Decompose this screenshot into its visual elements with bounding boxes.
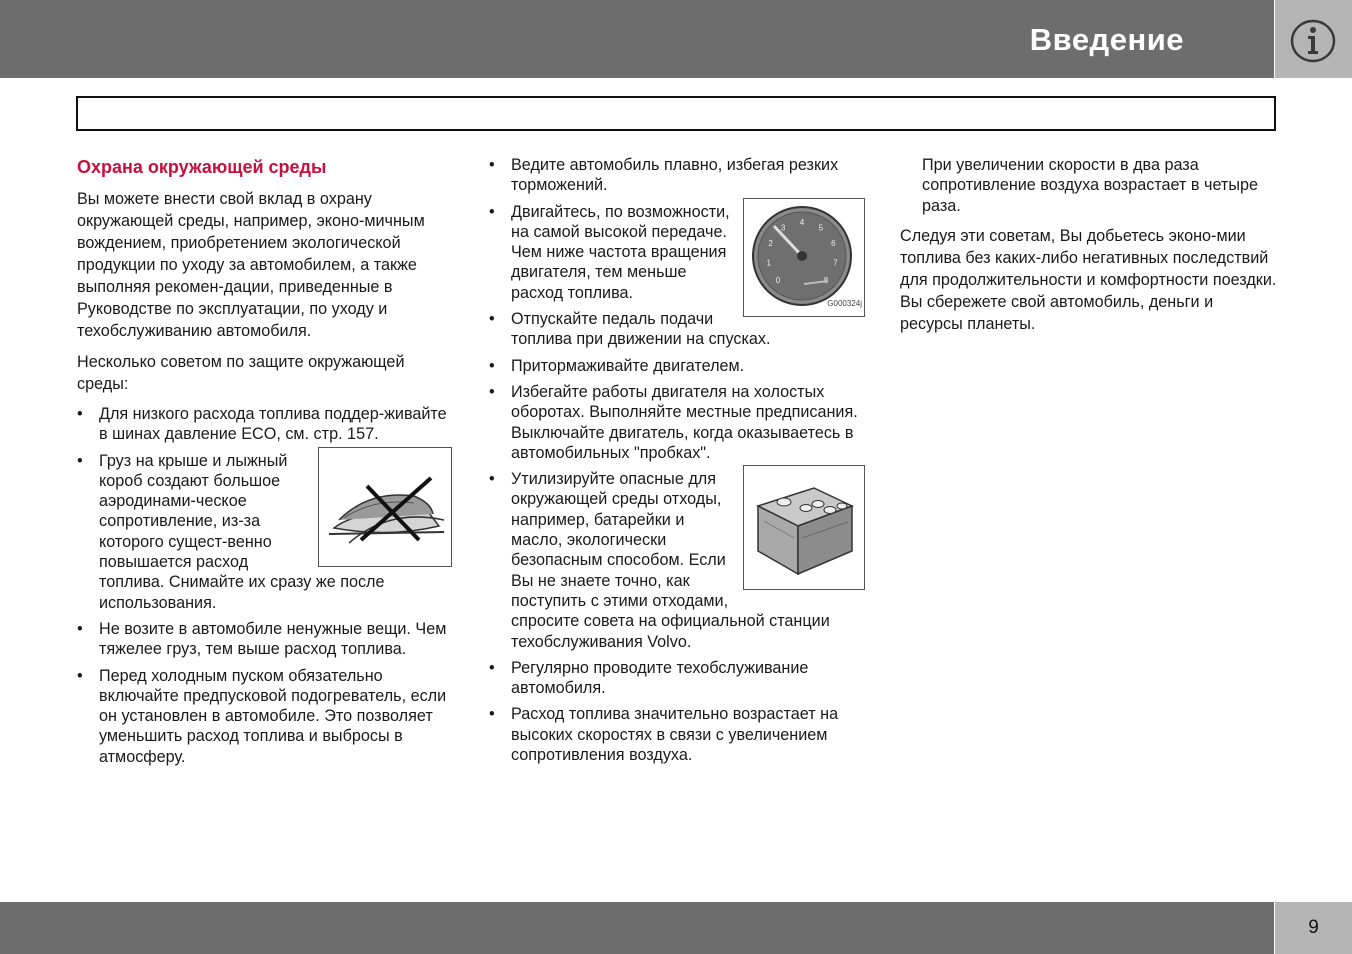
list-item-text: Отпускайте педаль подачи топлива при движении на спусках. xyxy=(511,310,771,349)
page-title: Введение xyxy=(1029,22,1184,57)
tach-tick-label: • 0 xyxy=(775,275,781,285)
list-item xyxy=(489,356,865,376)
list-item-text: Притормаживайте двигателем. xyxy=(511,356,745,375)
tips-list-2 xyxy=(489,155,865,765)
battery-image xyxy=(743,465,865,590)
list-item-text: Регулярно проводите техобслуживание автомобиля. xyxy=(511,658,809,698)
tachometer-image xyxy=(743,198,865,317)
list-item-text: Не возите в автомобиле ненужные вещи. Чем тяжелее груз, тем выше расход топлива. xyxy=(99,619,447,659)
list-item-text: Расход топлива значительно возрастает на высоких скоростях в связи с увеличением сопротивления воздуха. xyxy=(511,705,839,765)
advice-paragraph: Несколько советом по защите окружающей среды: xyxy=(77,353,405,393)
section-heading: Охрана окружающей среды xyxy=(77,157,327,177)
list-item-text: Двигайтесь, по возможности, на самой высокой передаче. Чем ниже частота вращения двигателя, тем меньше расход топлива. xyxy=(511,202,730,302)
footer-bar xyxy=(0,902,1274,954)
tach-tick-label: 4 xyxy=(799,217,805,227)
header-bar xyxy=(0,0,1274,78)
list-item xyxy=(77,451,452,613)
tach-tick-label: 3 xyxy=(780,223,786,233)
battery-icon xyxy=(744,466,864,589)
list-item xyxy=(77,666,452,767)
intro-paragraph: Вы можете внести свой вклад в охрану окружающей среды, например, эконо-мичным вождением, приобретением экологической продукции по уходу за автомобилем, а также выполняя рекомен-дации, приведенные в Руководстве по эксплуатации, по уходу и техобслуживанию автомобиля. xyxy=(77,190,425,340)
list-item-text: Избегайте работы двигателя на холостых оборотах. Выполняйте местные предписания. Выключайте двигатель, когда оказываетесь в автомобильных "пробках". xyxy=(511,382,858,462)
list-item xyxy=(489,704,865,765)
column-2 xyxy=(489,155,865,771)
list-item-text: Ведите автомобиль плавно, избегая резких торможений. xyxy=(511,156,839,195)
list-item xyxy=(489,658,865,699)
list-item xyxy=(489,382,865,463)
tach-tick-label: 7 xyxy=(833,258,838,268)
list-item-text: Для низкого расхода топлива поддер-живайте в шинах давление ECO, см. стр. 157. xyxy=(99,405,447,444)
page-number: 9 xyxy=(1275,902,1352,954)
column-3 xyxy=(900,155,1280,344)
tach-tick-label: 6 xyxy=(831,238,836,248)
list-item xyxy=(489,202,865,309)
list-item-text: Утилизируйте опасные для окружающей среды отходы, например, батарейки и масло, экологически безопасным способом. Если Вы не знаете точно, как поступить с этими отходами, спросите совета на официальной станции техобслуживания Volvo. xyxy=(511,470,830,651)
info-box xyxy=(1275,0,1352,78)
list-item-text: Перед холодным пуском обязательно включайте предпусковой подогреватель, если он установлен в автомобиле. Это позволяет уменьшить расход топлива и выбросы в атмосферу. xyxy=(99,666,447,766)
tach-tick-label: 1 xyxy=(766,258,771,268)
empty-frame xyxy=(76,96,1276,131)
list-item xyxy=(489,469,865,652)
column-1 xyxy=(77,155,452,773)
list-item xyxy=(489,155,865,196)
figure-code: G000324j xyxy=(827,299,862,309)
tach-tick-label: 2 xyxy=(768,238,773,248)
tips-list-1 xyxy=(77,404,452,767)
list-item xyxy=(77,619,452,660)
list-item-text: Груз на крыше и лыжный короб создают большое аэродинами-ческое сопротивление, из-за которого сущест-венно повышается расход топлива. Снимайте их сразу же после использования. xyxy=(99,451,385,612)
closing-paragraph: Следуя эти советам, Вы добьетесь эконо-мии топлива без каких-либо негативных последствий для продолжительности и комфортности поездки. Вы сбережете свой автомобиль, деньги и ресурсы планеты. xyxy=(900,226,1277,333)
info-icon xyxy=(1288,18,1338,64)
continued-text: При увеличении скорости в два раза сопротивление воздуха возрастает в четыре раза. xyxy=(922,156,1258,215)
tach-tick-label: 5 xyxy=(818,223,824,233)
list-item xyxy=(489,309,865,350)
list-item xyxy=(77,404,452,445)
roof-box-crossed-icon xyxy=(319,448,451,566)
roof-box-image xyxy=(318,447,452,567)
